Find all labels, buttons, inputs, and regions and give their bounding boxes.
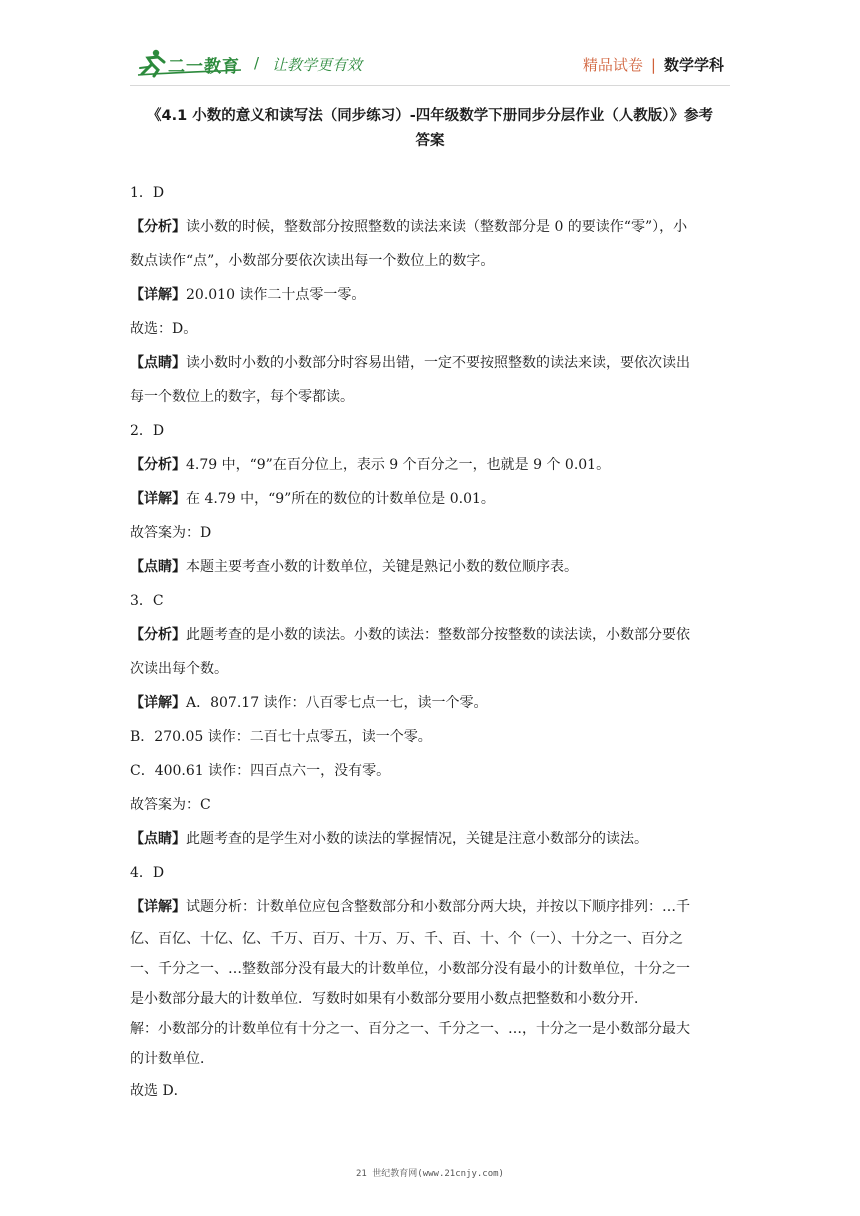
- logo-text: 二一教育: [168, 57, 240, 77]
- line-text: 故选 D．: [130, 1083, 188, 1099]
- text-line: [130, 414, 730, 448]
- text-line: [130, 448, 730, 482]
- section-tag: 【点睛】: [130, 355, 186, 371]
- line-text: 4．D: [130, 865, 165, 881]
- header-subject: 数学学科: [663, 56, 724, 74]
- page-footer: 21 世纪教育网(www.21cnjy.com): [356, 1169, 504, 1179]
- line-text: 数点读作“点”，小数部分要依次读出每一个数位上的数字。: [130, 253, 495, 269]
- section-tag: 【点睛】: [130, 831, 186, 847]
- text-line: [130, 1044, 730, 1074]
- text-line: [130, 984, 730, 1014]
- text-line: [130, 720, 730, 754]
- line-text: 故选：D。: [130, 321, 198, 337]
- text-line: [130, 1014, 730, 1044]
- text-line: [130, 652, 730, 686]
- line-text: 在 4.79 中，“9”所在的数位的计数单位是 0.01。: [186, 491, 495, 507]
- text-line: [130, 754, 730, 788]
- text-line: [130, 516, 730, 550]
- header-right: [583, 54, 724, 75]
- text-line: [130, 924, 730, 954]
- line-text: 故答案为：D: [130, 525, 212, 541]
- text-line: [130, 856, 730, 890]
- section-tag: 【分析】: [130, 627, 186, 643]
- text-line: [130, 176, 730, 210]
- line-text: 试题分析：计数单位应包含整数部分和小数部分两大块，并按以下顺序排列：…千: [186, 899, 690, 915]
- title-line-1: 《4.1 小数的意义和读写法（同步练习）-四年级数学下册同步分层作业（人教版）》参考: [147, 108, 713, 124]
- line-text: 解：小数部分的计数单位有十分之一、百分之一、千分之一、…，十分之一是小数部分最大: [130, 1021, 690, 1037]
- page-header: [130, 40, 730, 86]
- text-line: [130, 1074, 730, 1108]
- page-title: [128, 104, 732, 154]
- section-tag: 【详解】: [130, 899, 186, 915]
- section-tag: 【分析】: [130, 457, 186, 473]
- section-tag: 【详解】: [130, 491, 186, 507]
- section-tag: 【详解】: [130, 695, 186, 711]
- line-text: 20.010 读作二十点零一零。: [186, 287, 366, 303]
- text-line: [130, 210, 730, 244]
- text-line: [130, 380, 730, 414]
- line-text: 一、千分之一、…整数部分没有最大的计数单位，小数部分没有最小的计数单位，十分之一: [130, 961, 690, 977]
- line-text: C．400.61 读作：四百点六一，没有零。: [130, 763, 391, 779]
- line-text: A．807.17 读作：八百零七点一七，读一个零。: [186, 695, 488, 711]
- line-text: 此题考查的是学生对小数的读法的掌握情况，关键是注意小数部分的读法。: [186, 831, 648, 847]
- line-text: 本题主要考查小数的计数单位，关键是熟记小数的数位顺序表。: [186, 559, 578, 575]
- section-tag: 【详解】: [130, 287, 186, 303]
- line-text: 亿、百亿、十亿、亿、千万、百万、十万、万、千、百、十、个（一）、十分之一、百分之: [130, 931, 683, 947]
- line-text: B．270.05 读作：二百七十点零五，读一个零。: [130, 729, 432, 745]
- line-text: 每一个数位上的数字，每个零都读。: [130, 389, 354, 405]
- header-slash: /: [254, 54, 260, 72]
- line-text: 次读出每个数。: [130, 661, 228, 677]
- header-slogan: 让教学更有效: [272, 56, 363, 74]
- text-line: [130, 550, 730, 584]
- line-text: 1．D: [130, 185, 165, 201]
- line-text: 2．D: [130, 423, 165, 439]
- text-line: [130, 890, 730, 924]
- text-line: [130, 312, 730, 346]
- text-line: [130, 346, 730, 380]
- header-divider: [130, 85, 730, 86]
- line-text: 故答案为：C: [130, 797, 211, 813]
- text-line: [130, 278, 730, 312]
- header-separator: |: [650, 56, 656, 74]
- line-text: 读小数的时候，整数部分按照整数的读法来读（整数部分是 0 的要读作“零”），小: [186, 219, 688, 235]
- text-line: [130, 584, 730, 618]
- text-line: [130, 618, 730, 652]
- text-line: [130, 686, 730, 720]
- text-line: [130, 788, 730, 822]
- line-text: 4.79 中，“9”在百分位上，表示 9 个百分之一，也就是 9 个 0.01。: [186, 457, 611, 473]
- line-text: 读小数时小数的小数部分时容易出错，一定不要按照整数的读法来读，要依次读出: [186, 355, 690, 371]
- section-tag: 【点睛】: [130, 559, 186, 575]
- text-line: [130, 954, 730, 984]
- line-text: 的计数单位．: [130, 1051, 214, 1067]
- header-label: 精品试卷: [582, 56, 643, 74]
- text-line: [130, 244, 730, 278]
- text-line: [130, 822, 730, 856]
- line-text: 此题考查的是小数的读法。小数的读法：整数部分按整数的读法读，小数部分要依: [186, 627, 690, 643]
- answer-content: [130, 176, 730, 1108]
- text-line: [130, 482, 730, 516]
- title-line-2: 答案: [415, 133, 445, 149]
- section-tag: 【分析】: [130, 219, 186, 235]
- line-text: 3．C: [130, 593, 164, 609]
- line-text: 是小数部分最大的计数单位．写数时如果有小数部分要用小数点把整数和小数分开．: [130, 991, 648, 1007]
